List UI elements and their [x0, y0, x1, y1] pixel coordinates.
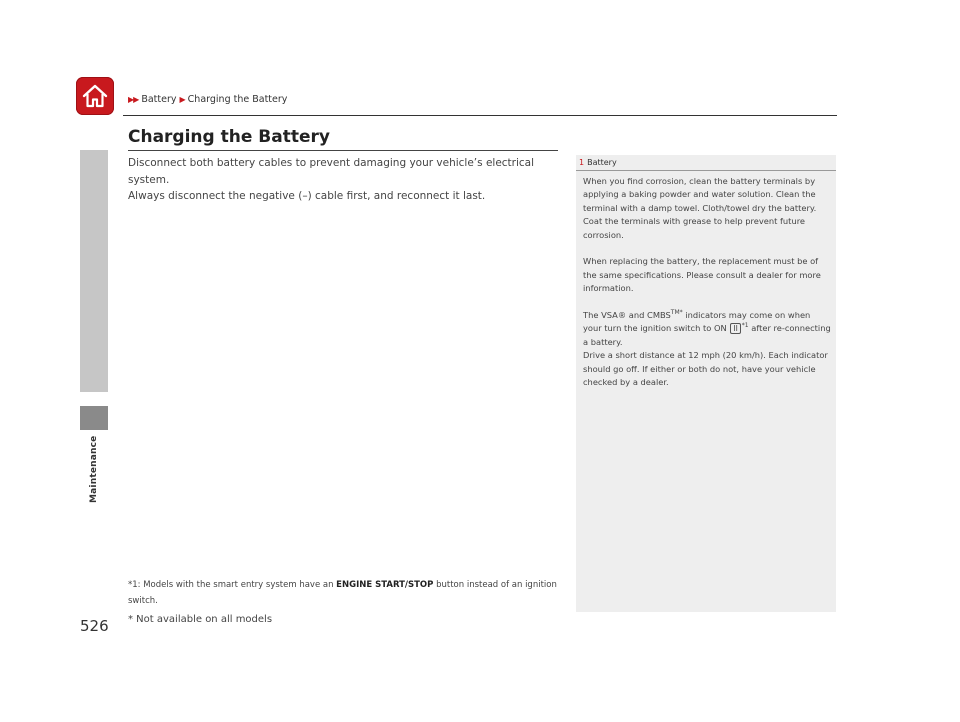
side-tab-inactive [80, 150, 108, 392]
p3-part3: after re-connecting a battery. [583, 323, 831, 347]
sidebar-heading [576, 155, 836, 171]
ignition-position-key: II [730, 323, 740, 334]
page-number: 526 [80, 617, 109, 635]
footnote-prefix: *1: Models with the smart entry system have an [128, 580, 337, 590]
availability-note: * Not available on all models [128, 614, 273, 625]
page-title: Charging the Battery [128, 127, 330, 147]
breadcrumb [128, 94, 287, 105]
footnote [128, 577, 568, 609]
sidebar-body [583, 175, 831, 403]
note-number: 1 [579, 158, 585, 167]
sidebar-note [576, 155, 836, 612]
triangle-right-icon: ▶ [179, 95, 186, 104]
header-divider [123, 115, 837, 116]
sidebar-heading-text: Battery [587, 158, 617, 167]
breadcrumb-item-battery[interactable]: Battery [141, 94, 177, 105]
breadcrumb-item-charging[interactable]: Charging the Battery [187, 94, 288, 105]
triangle-right-icon: ▶▶ [128, 95, 139, 104]
sidebar-paragraph-4: Drive a short distance at 12 mph (20 km/h). Each indicator should go off. If either or both do not, have your vehicle checked by a dealer. [583, 350, 828, 388]
home-button[interactable] [76, 77, 114, 115]
side-tab-active [80, 406, 108, 430]
footnote-ref: *1 [741, 322, 749, 330]
body-text [128, 155, 568, 205]
home-icon [81, 82, 109, 110]
sidebar-paragraph-3 [583, 309, 831, 349]
body-line-1: Disconnect both battery cables to prevent damaging your vehicle’s electrical system. [128, 157, 535, 186]
trademark-mark: TM [670, 309, 680, 317]
footnote-button-name: ENGINE START/STOP [336, 580, 434, 590]
body-line-2: Always disconnect the negative (–) cable first, and reconnect it last. [128, 190, 486, 202]
footnote-suffix: button instead of an ignition switch. [128, 580, 557, 606]
p3-part1: The VSA® and CMBS [583, 310, 671, 321]
side-tab-label: Maintenance [89, 435, 99, 503]
availability-star: * [679, 309, 683, 317]
p3-part2: indicators may come on when your turn the ignition switch to ON [583, 310, 811, 334]
title-divider [128, 150, 558, 151]
sidebar-paragraph-1: When you find corrosion, clean the battery terminals by applying a baking powder and water solution. Clean the terminal with a damp towel. Cloth/towel dry the battery. Coat the terminals with grease to help prevent future corrosion. [583, 176, 817, 240]
sidebar-paragraph-2: When replacing the battery, the replacement must be of the same specifications. Please consult a dealer for more information. [583, 256, 821, 294]
